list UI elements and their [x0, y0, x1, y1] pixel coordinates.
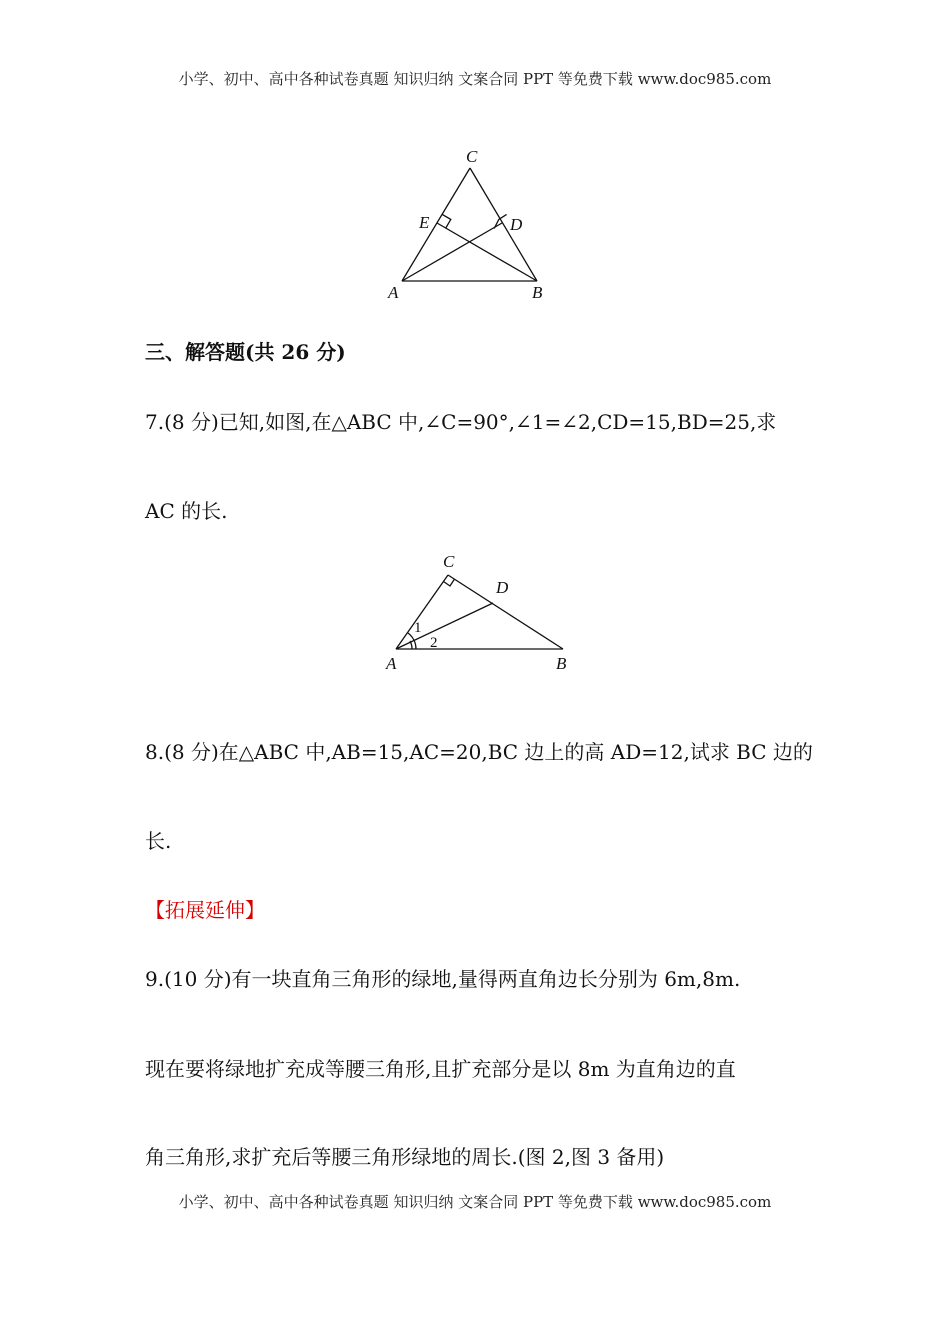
side-ac	[396, 575, 448, 649]
question-7-line-2: AC 的长.	[145, 499, 228, 523]
label-b: B	[556, 654, 567, 673]
right-angle-mark-e	[442, 214, 451, 228]
label-c: C	[443, 552, 455, 571]
label-d: D	[496, 578, 509, 597]
question-9-line-1: 9.(10 分)有一块直角三角形的绿地,量得两直角边长分别为 6m,8m.	[145, 967, 741, 991]
question-9-line-2: 现在要将绿地扩充成等腰三角形,且扩充部分是以 8m 为直角边的直	[145, 1057, 736, 1081]
side-bc	[470, 168, 537, 281]
question-8-line-2: 长.	[145, 829, 172, 853]
label-d: D	[510, 215, 523, 234]
label-a: A	[386, 654, 397, 673]
label-e: E	[419, 213, 430, 232]
label-a: A	[388, 283, 399, 302]
label-b: B	[532, 283, 543, 302]
page-footer: 小学、初中、高中各种试卷真题 知识归纳 文案合同 PPT 等免费下载 www.doc985.com	[178, 1193, 772, 1211]
page-header: 小学、初中、高中各种试卷真题 知识归纳 文案合同 PPT 等免费下载 www.doc985.com	[178, 70, 772, 88]
question-8-line-1: 8.(8 分)在△ABC 中,AB=15,AC=20,BC 边上的高 AD=12,试求 BC 边的	[145, 740, 813, 764]
question-9-line-3: 角三角形,求扩充后等腰三角形绿地的周长.(图 2,图 3 备用)	[145, 1145, 665, 1169]
angle-label-1: 1	[414, 620, 422, 636]
section-title-answer-questions: 三、解答题(共 26 分)	[145, 340, 346, 364]
section-title-extension: 【拓展延伸】	[145, 898, 265, 922]
figure-right-triangle-bisector	[380, 545, 580, 675]
question-7-line-1: 7.(8 分)已知,如图,在△ABC 中,∠C=90°,∠1=∠2,CD=15,BD=25,求	[145, 410, 777, 434]
angle-label-2: 2	[430, 635, 438, 651]
label-c: C	[466, 147, 478, 166]
figure-triangle-altitudes	[380, 140, 560, 305]
side-ac	[402, 168, 470, 281]
